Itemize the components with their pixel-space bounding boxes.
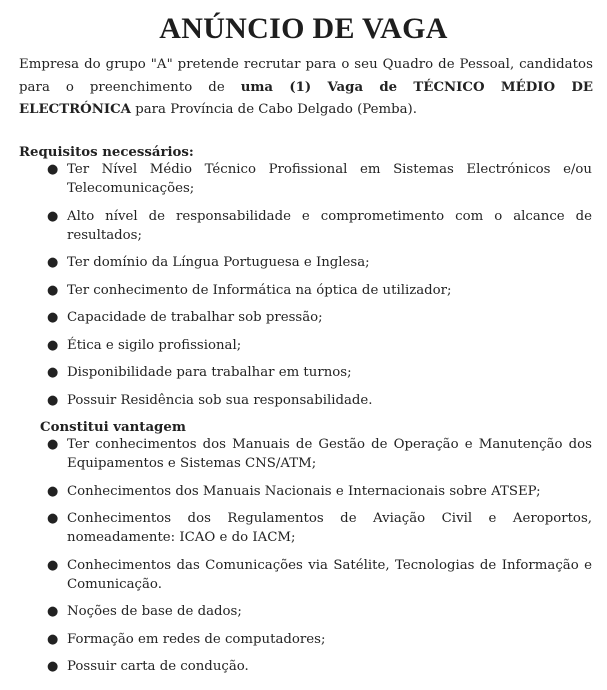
- intro-vacancy-emphasis: uma (1) Vaga de TÉCNICO MÉDIO DE ELECTRÓNICA: [19, 79, 593, 117]
- list-item: [40, 207, 592, 245]
- list-item: [40, 391, 592, 410]
- advantages-heading: Constitui vantagem: [40, 420, 186, 435]
- list-item-text: Possuir Residência sob sua responsabilidade.: [67, 392, 373, 408]
- advantages-list: [40, 435, 592, 685]
- bullet-icon: ●: [47, 392, 59, 408]
- bullet-icon: ●: [47, 208, 59, 224]
- list-item-text: Ter conhecimento de Informática na óptica de utilizador;: [67, 282, 452, 298]
- list-item: [40, 363, 592, 382]
- list-item: [40, 657, 592, 676]
- page-title: ANÚNCIO DE VAGA: [159, 12, 448, 45]
- intro-lead-text: Empresa do grupo "A" pretende recrutar para o seu Quadro de Pessoal, candidatos para o preenchimento de: [19, 57, 593, 95]
- list-item: [40, 556, 592, 594]
- requirements-heading: Requisitos necessários:: [19, 145, 194, 160]
- list-item-text: Conhecimentos das Comunicações via Satélite, Tecnologias de Informação e Comunicação.: [67, 557, 592, 592]
- bullet-icon: ●: [47, 282, 59, 298]
- bullet-icon: ●: [47, 483, 59, 499]
- list-item: [40, 160, 592, 198]
- list-item-text: Capacidade de trabalhar sob pressão;: [67, 310, 323, 325]
- bullet-icon: ●: [47, 310, 59, 325]
- bullet-icon: ●: [47, 511, 59, 526]
- bullet-icon: ●: [47, 365, 59, 380]
- list-item: [40, 308, 592, 327]
- bullet-icon: ●: [47, 659, 59, 674]
- list-item-text: Ética e sigilo profissional;: [67, 337, 242, 353]
- list-item-text: Ter domínio da Língua Portuguesa e Inglesa;: [67, 255, 370, 270]
- list-item-text: Conhecimentos dos Manuais Nacionais e Internacionais sobre ATSEP;: [67, 483, 541, 499]
- bullet-icon: ●: [47, 437, 59, 452]
- list-item-text: Ter conhecimentos dos Manuais de Gestão de Operação e Manutenção dos Equipamentos e Sistemas CNS/ATM;: [67, 437, 592, 471]
- bullet-icon: ●: [47, 631, 59, 647]
- bullet-icon: ●: [47, 162, 59, 177]
- list-item-text: Noções de base de dados;: [67, 604, 242, 619]
- list-item: [40, 482, 592, 501]
- bullet-icon: ●: [47, 337, 59, 353]
- requirements-list: [40, 160, 592, 418]
- list-item: [40, 630, 592, 649]
- list-item: [40, 253, 592, 272]
- intro-tail-text: para Província de Cabo Delgado (Pemba).: [131, 102, 417, 117]
- list-item-text: Formação em redes de computadores;: [67, 631, 326, 647]
- list-item: [40, 602, 592, 621]
- list-item-text: Ter Nível Médio Técnico Profissional em Sistemas Electrónicos e/ou Telecomunicações;: [67, 162, 592, 196]
- list-item-text: Possuir carta de condução.: [67, 659, 249, 674]
- list-item-text: Disponibilidade para trabalhar em turnos;: [67, 365, 352, 380]
- list-item: [40, 281, 592, 300]
- bullet-icon: ●: [47, 557, 59, 573]
- bullet-icon: ●: [47, 255, 59, 270]
- bullet-icon: ●: [47, 604, 59, 619]
- list-item: [40, 336, 592, 355]
- list-item-text: Conhecimentos dos Regulamentos de Aviação Civil e Aeroportos, nomeadamente: ICAO e do IACM;: [67, 511, 592, 545]
- list-item: [40, 435, 592, 473]
- list-item-text: Alto nível de responsabilidade e comprometimento com o alcance de resultados;: [67, 208, 592, 243]
- list-item: [40, 509, 592, 547]
- intro-paragraph: [19, 54, 593, 122]
